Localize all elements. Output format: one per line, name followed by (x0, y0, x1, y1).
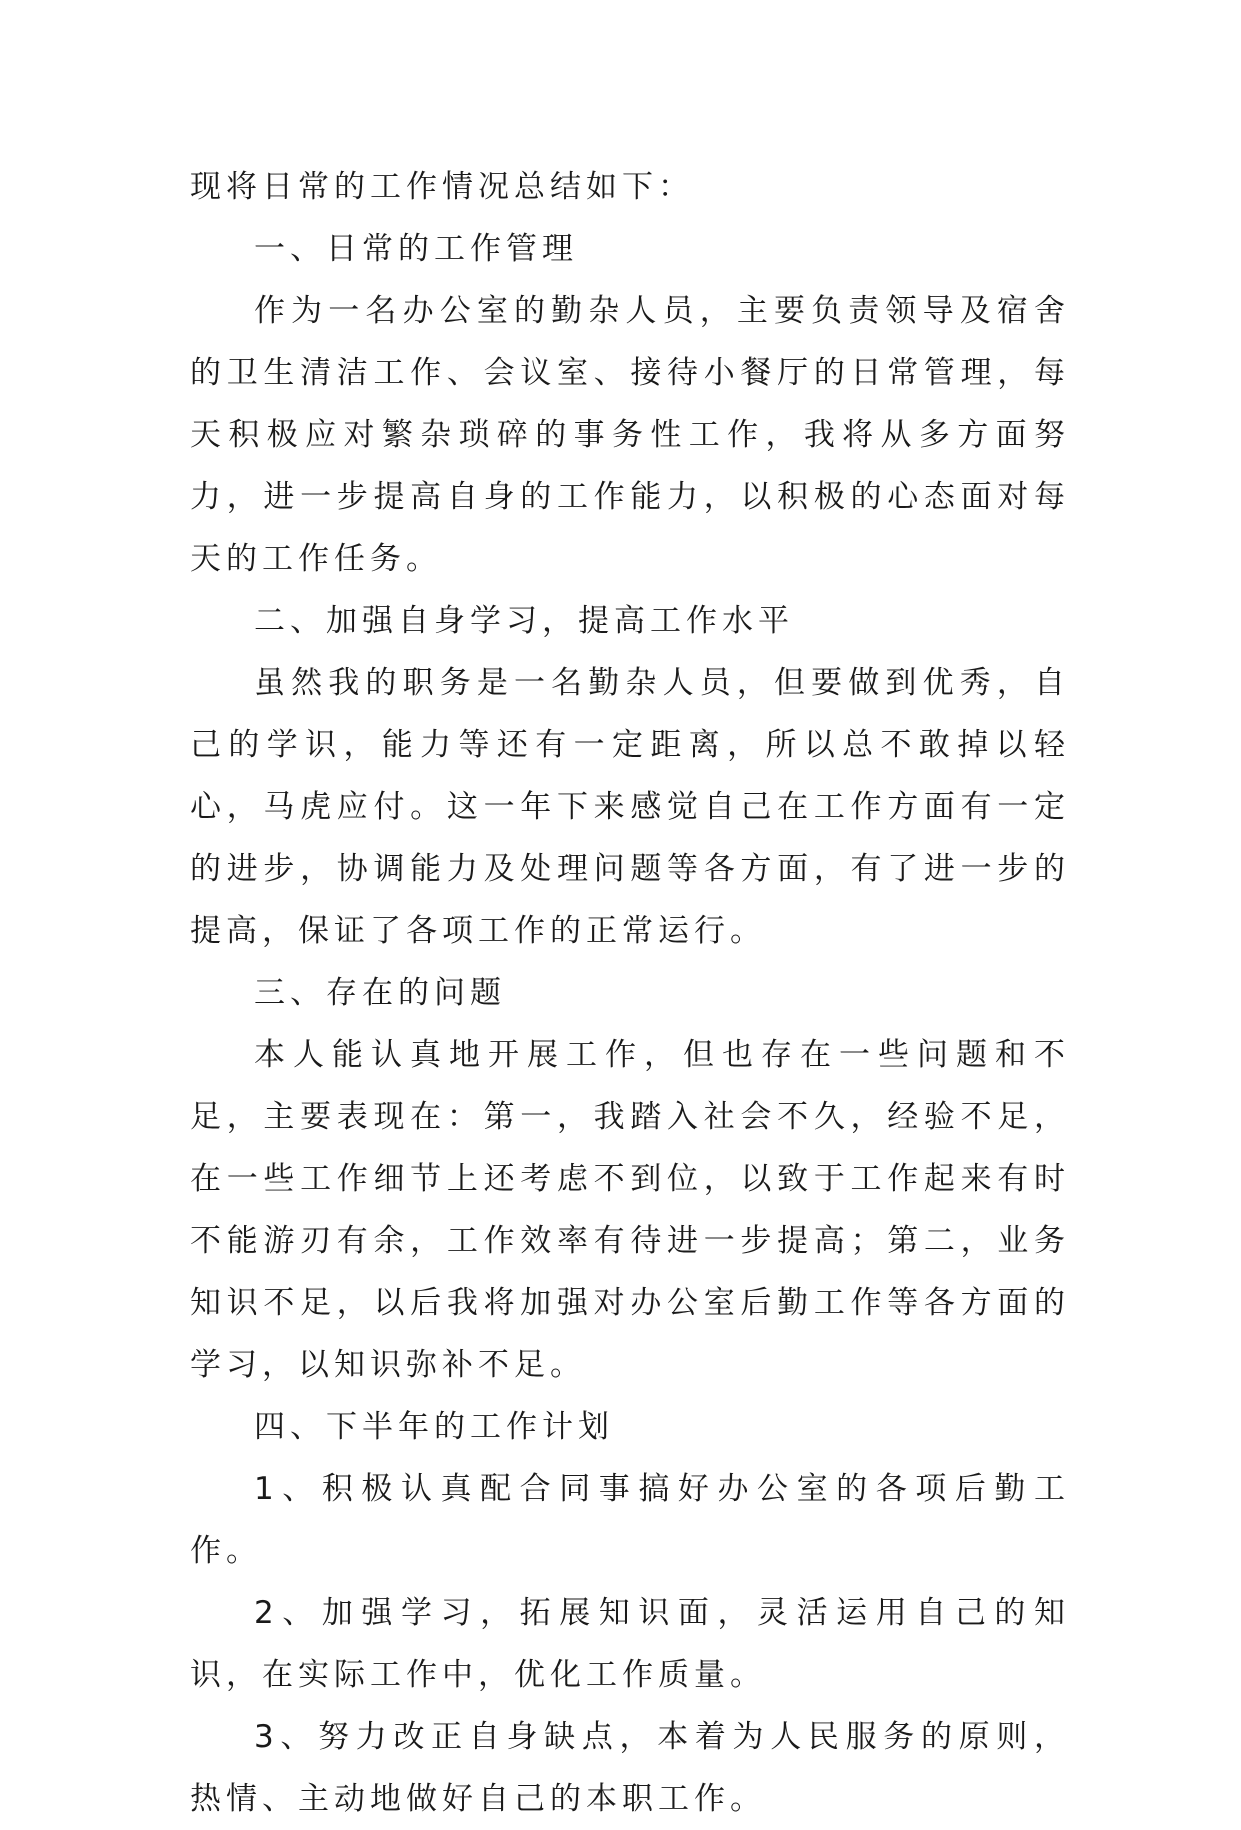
section-heading-1: 一、日常的工作管理 (254, 231, 578, 267)
plan-item-2: 2、加强学习，拓展知识面，灵活运用自己的知识，在实际工作中，优化工作质量。 (190, 1595, 1070, 1693)
section-heading-3: 三、存在的问题 (254, 975, 506, 1011)
plan-item-3: 3、努力改正自身缺点，本着为人民服务的原则，热情、主动地做好自己的本职工作。 (190, 1719, 1070, 1817)
section-heading-2: 二、加强自身学习，提高工作水平 (254, 603, 794, 639)
paragraph-intro: 现将日常的工作情况总结如下： (190, 169, 694, 205)
document-body (190, 156, 1070, 1830)
paragraph-problems: 本人能认真地开展工作，但也存在一些问题和不足，主要表现在：第一，我踏入社会不久，经验不足，在一些工作细节上还考虑不到位，以致于工作起来有时不能游刃有余，工作效率有待进一步提高；第二，业务知识不足，以后我将加强对办公室后勤工作等各方面的学习，以知识弥补不足。 (190, 1037, 1070, 1383)
paragraph-self-study: 虽然我的职务是一名勤杂人员，但要做到优秀，自己的学识，能力等还有一定距离，所以总不敢掉以轻心，马虎应付。这一年下来感觉自己在工作方面有一定的进步，协调能力及处理问题等各方面，有了进一步的提高，保证了各项工作的正常运行。 (190, 665, 1070, 949)
section-heading-4: 四、下半年的工作计划 (254, 1409, 614, 1445)
plan-item-1: 1、积极认真配合同事搞好办公室的各项后勤工作。 (190, 1471, 1070, 1569)
paragraph-daily-management: 作为一名办公室的勤杂人员，主要负责领导及宿舍的卫生清洁工作、会议室、接待小餐厅的日常管理，每天积极应对繁杂琐碎的事务性工作，我将从多方面努力，进一步提高自身的工作能力，以积极的心态面对每天的工作任务。 (190, 293, 1070, 577)
